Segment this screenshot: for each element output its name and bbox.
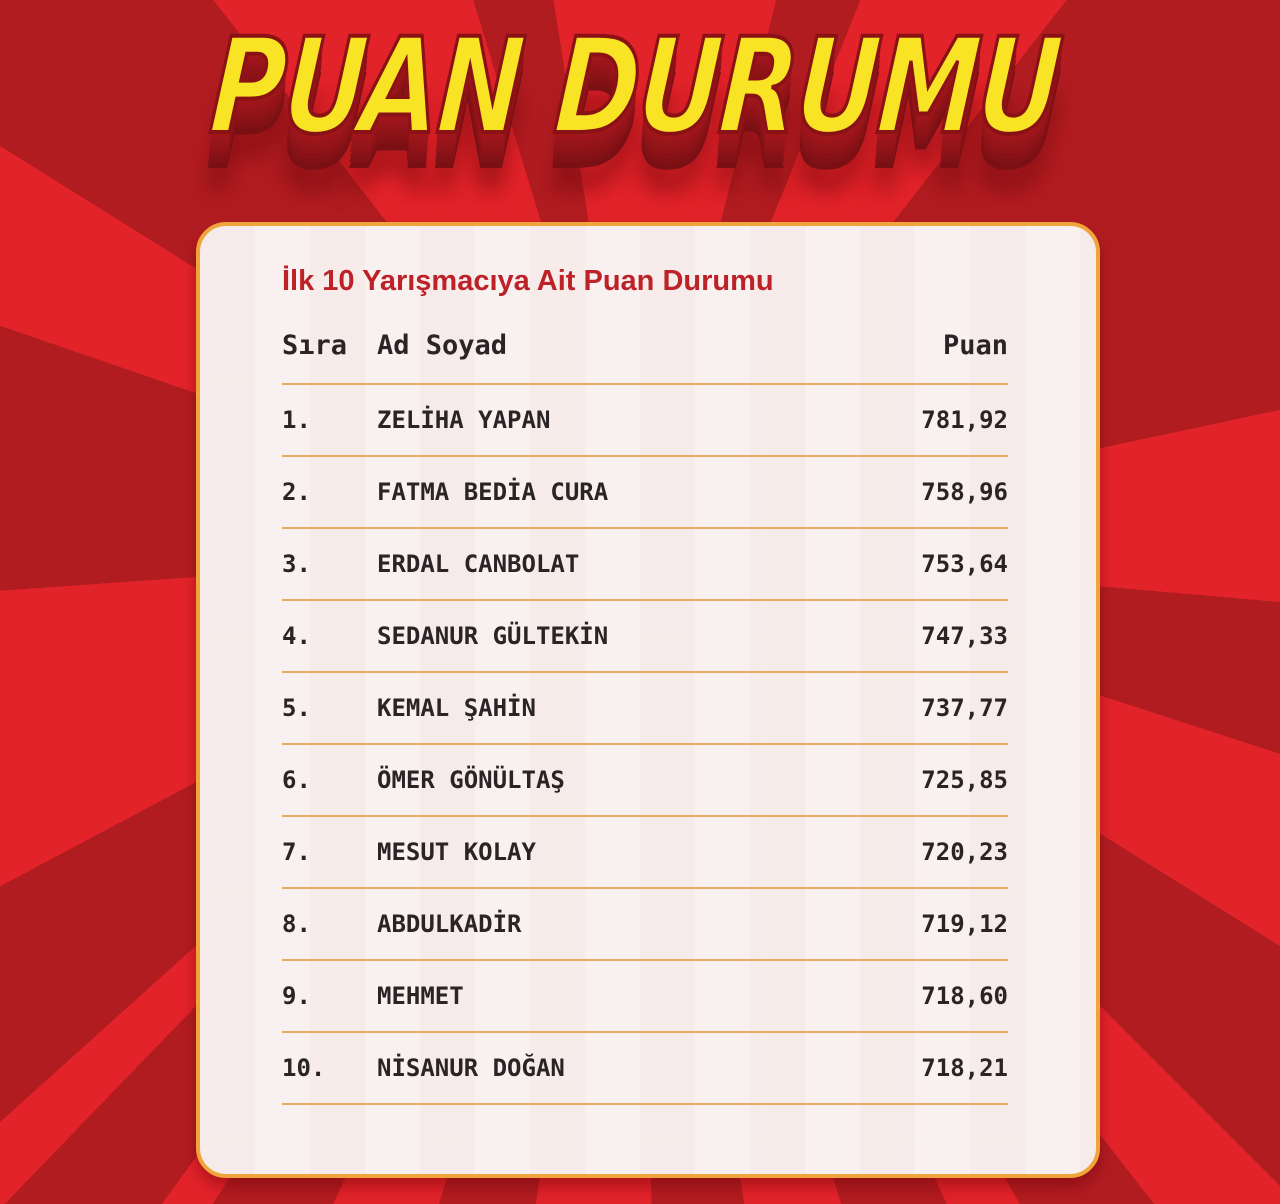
row-score: 718,60 bbox=[921, 981, 1008, 1010]
table-row bbox=[282, 457, 1008, 529]
table-row bbox=[282, 673, 1008, 745]
row-name: NİSANUR DOĞAN bbox=[377, 1053, 565, 1082]
row-name: KEMAL ŞAHİN bbox=[377, 693, 536, 722]
table-row bbox=[282, 529, 1008, 601]
row-rank: 4. bbox=[282, 621, 311, 650]
row-name: MEHMET bbox=[377, 981, 464, 1010]
row-score: 737,77 bbox=[921, 693, 1008, 722]
column-header-rank: Sıra bbox=[282, 329, 348, 361]
table-row bbox=[282, 1033, 1008, 1105]
table-row bbox=[282, 385, 1008, 457]
row-score: 718,21 bbox=[921, 1053, 1008, 1082]
row-rank: 6. bbox=[282, 765, 311, 794]
row-rank: 9. bbox=[282, 981, 311, 1010]
row-score: 753,64 bbox=[921, 549, 1008, 578]
table-header-row bbox=[282, 330, 1008, 385]
row-rank: 2. bbox=[282, 477, 311, 506]
column-header-name: Ad Soyad bbox=[377, 329, 508, 361]
row-name: ZELİHA YAPAN bbox=[377, 405, 551, 434]
row-name: MESUT KOLAY bbox=[377, 837, 536, 866]
table-row bbox=[282, 745, 1008, 817]
row-rank: 8. bbox=[282, 909, 311, 938]
title-banner bbox=[0, 10, 1280, 164]
row-score: 725,85 bbox=[921, 765, 1008, 794]
row-score: 781,92 bbox=[921, 405, 1008, 434]
table-body bbox=[282, 385, 1008, 1105]
row-score: 747,33 bbox=[921, 621, 1008, 650]
page-title: PUAN DURUMU bbox=[205, 10, 1065, 164]
row-score: 719,12 bbox=[921, 909, 1008, 938]
row-rank: 7. bbox=[282, 837, 311, 866]
row-score: 720,23 bbox=[921, 837, 1008, 866]
row-score: 758,96 bbox=[921, 477, 1008, 506]
row-name: ERDAL CANBOLAT bbox=[377, 549, 580, 578]
score-card bbox=[196, 222, 1100, 1178]
row-rank: 1. bbox=[282, 405, 311, 434]
row-name: SEDANUR GÜLTEKİN bbox=[377, 621, 609, 650]
row-name: ABDULKADİR bbox=[377, 909, 522, 938]
table-row bbox=[282, 601, 1008, 673]
card-heading: İlk 10 Yarışmacıya Ait Puan Durumu bbox=[282, 265, 774, 297]
table-row bbox=[282, 817, 1008, 889]
row-name: FATMA BEDİA CURA bbox=[377, 477, 609, 506]
row-rank: 10. bbox=[282, 1053, 326, 1082]
row-rank: 3. bbox=[282, 549, 311, 578]
table-row bbox=[282, 961, 1008, 1033]
column-header-score: Puan bbox=[942, 329, 1008, 361]
row-rank: 5. bbox=[282, 693, 311, 722]
row-name: ÖMER GÖNÜLTAŞ bbox=[377, 765, 565, 794]
table-row bbox=[282, 889, 1008, 961]
